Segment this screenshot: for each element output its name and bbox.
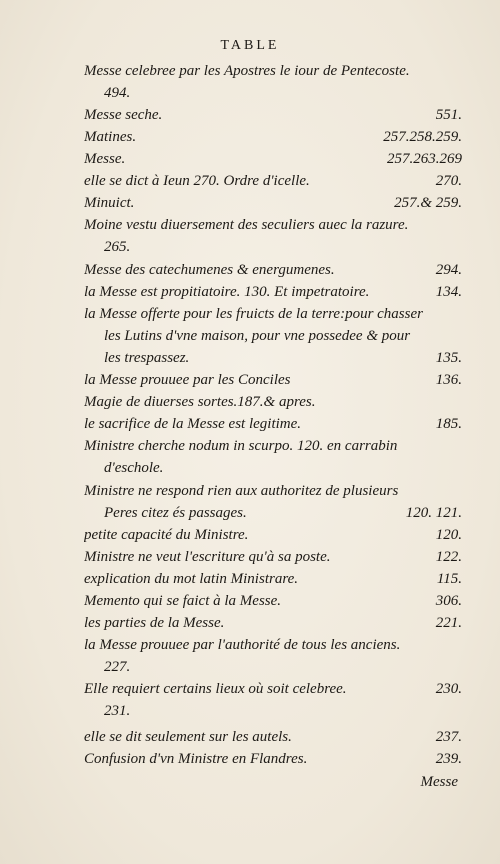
index-entry bbox=[84, 170, 462, 192]
entry-continuation: 227. bbox=[104, 659, 131, 675]
index-entry bbox=[84, 347, 462, 369]
index-entry bbox=[84, 568, 462, 590]
entry-page: 239. bbox=[435, 751, 462, 767]
index-entry bbox=[84, 391, 462, 413]
entry-continuation-page bbox=[454, 457, 462, 479]
entry-text: la Messe prouuee par les Conciles bbox=[84, 372, 291, 388]
page-header: TABLE bbox=[220, 38, 280, 53]
entry-page: 551. bbox=[435, 107, 462, 123]
entry-text: explication du mot latin Ministrare. bbox=[84, 571, 299, 587]
entry-page: 257.258.259. bbox=[383, 129, 462, 145]
entry-text: Memento qui se faict à la Messe. bbox=[84, 593, 282, 609]
index-entry bbox=[84, 281, 462, 303]
entry-page: 115. bbox=[436, 571, 462, 587]
entry-continuation-page: 120. 121. bbox=[405, 505, 462, 521]
entry-text: petite capacité du Ministre. bbox=[84, 527, 249, 543]
index-entry bbox=[84, 678, 462, 722]
entry-continuation: les Lutins d'vne maison, pour vne possedee & pour bbox=[104, 328, 411, 344]
entry-continuation: 494. bbox=[104, 85, 131, 101]
entry-text: les parties de la Messe. bbox=[84, 615, 225, 631]
catchword: Messe bbox=[420, 774, 458, 790]
entry-text: Messe seche. bbox=[84, 107, 163, 123]
entry-text: Messe des catechumenes & energumenes. bbox=[84, 262, 335, 278]
entry-text: elle se dit seulement sur les autels. bbox=[84, 729, 292, 745]
entry-continuation: 231. bbox=[104, 703, 131, 719]
entry-page: 122. bbox=[435, 549, 462, 565]
entry-text: Elle requiert certains lieux où soit celebree. bbox=[84, 681, 347, 697]
index-entry bbox=[84, 369, 462, 391]
index-entry bbox=[84, 726, 462, 748]
entry-continuation-page bbox=[454, 325, 462, 347]
entry-page: 237. bbox=[435, 729, 462, 745]
index-entry bbox=[84, 60, 462, 104]
entry-continuation-page: 135. bbox=[435, 350, 462, 366]
entry-text: Magie de diuerses sortes.187.& apres. bbox=[84, 394, 316, 410]
index-entry bbox=[84, 192, 462, 214]
entry-text: elle se dict à Ieun 270. Ordre d'icelle. bbox=[84, 173, 310, 189]
entry-text: Messe celebree par les Apostres le iour de Pentecoste. bbox=[84, 63, 410, 79]
entry-continuation: les trespassez. bbox=[104, 350, 190, 366]
entry-page: 257.& 259. bbox=[394, 195, 462, 211]
entry-text: Matines. bbox=[84, 129, 137, 145]
index-entry bbox=[84, 590, 462, 612]
index-entry bbox=[84, 214, 462, 258]
index-entry bbox=[84, 126, 462, 148]
entry-page: 120. bbox=[435, 527, 462, 543]
index-entry bbox=[84, 303, 462, 347]
index-entry bbox=[84, 546, 462, 568]
entry-page: 306. bbox=[435, 593, 462, 609]
entry-page bbox=[454, 303, 462, 325]
index-entry bbox=[84, 413, 462, 435]
entry-text: Messe. bbox=[84, 151, 126, 167]
entry-page: 230. bbox=[435, 681, 462, 697]
entry-page bbox=[454, 634, 462, 656]
index-entry bbox=[84, 524, 462, 546]
index-entry bbox=[84, 748, 462, 770]
index-entry bbox=[84, 259, 462, 281]
index-entry bbox=[84, 104, 462, 126]
entry-page: 257.263.269 bbox=[387, 151, 462, 167]
entry-page bbox=[454, 480, 462, 502]
index-entry bbox=[84, 634, 462, 678]
entry-page bbox=[454, 60, 462, 82]
index-entry bbox=[84, 435, 462, 479]
entry-continuation-page bbox=[454, 700, 462, 722]
entry-page: 185. bbox=[435, 416, 462, 432]
entry-text: Ministre ne veut l'escriture qu'à sa poste. bbox=[84, 549, 331, 565]
entry-text: Confusion d'vn Ministre en Flandres. bbox=[84, 751, 308, 767]
entry-page bbox=[454, 391, 462, 413]
entry-continuation: Peres citez és passages. bbox=[104, 505, 247, 521]
entry-page: 270. bbox=[435, 173, 462, 189]
entry-text: la Messe offerte pour les fruicts de la terre:pour chasser bbox=[84, 306, 423, 322]
entry-page: 221. bbox=[435, 615, 462, 631]
index-entry bbox=[84, 480, 462, 524]
entry-page: 136. bbox=[435, 372, 462, 388]
entry-text: Minuict. bbox=[84, 195, 135, 211]
index-entry bbox=[84, 148, 462, 170]
entry-continuation-page bbox=[454, 236, 462, 258]
entry-text: Moine vestu diuersement des seculiers auec la razure. bbox=[84, 217, 409, 233]
entry-text: la Messe prouuee par l'authorité de tous les anciens. bbox=[84, 637, 401, 653]
index-entry bbox=[84, 612, 462, 634]
entry-page bbox=[454, 435, 462, 457]
entry-text: Ministre ne respond rien aux authoritez de plusieurs bbox=[84, 483, 399, 499]
entry-continuation: 265. bbox=[104, 239, 131, 255]
entry-text: la Messe est propitiatoire. 130. Et impetratoire. bbox=[84, 284, 370, 300]
entry-text: le sacrifice de la Messe est legitime. bbox=[84, 416, 302, 432]
entry-continuation-page bbox=[454, 82, 462, 104]
entry-page bbox=[454, 214, 462, 236]
entry-continuation: d'eschole. bbox=[104, 460, 164, 476]
entry-page: 134. bbox=[435, 284, 462, 300]
entry-continuation-page bbox=[454, 656, 462, 678]
entry-page: 294. bbox=[435, 262, 462, 278]
entry-text: Ministre cherche nodum in scurpo. 120. en carrabin bbox=[84, 438, 398, 454]
